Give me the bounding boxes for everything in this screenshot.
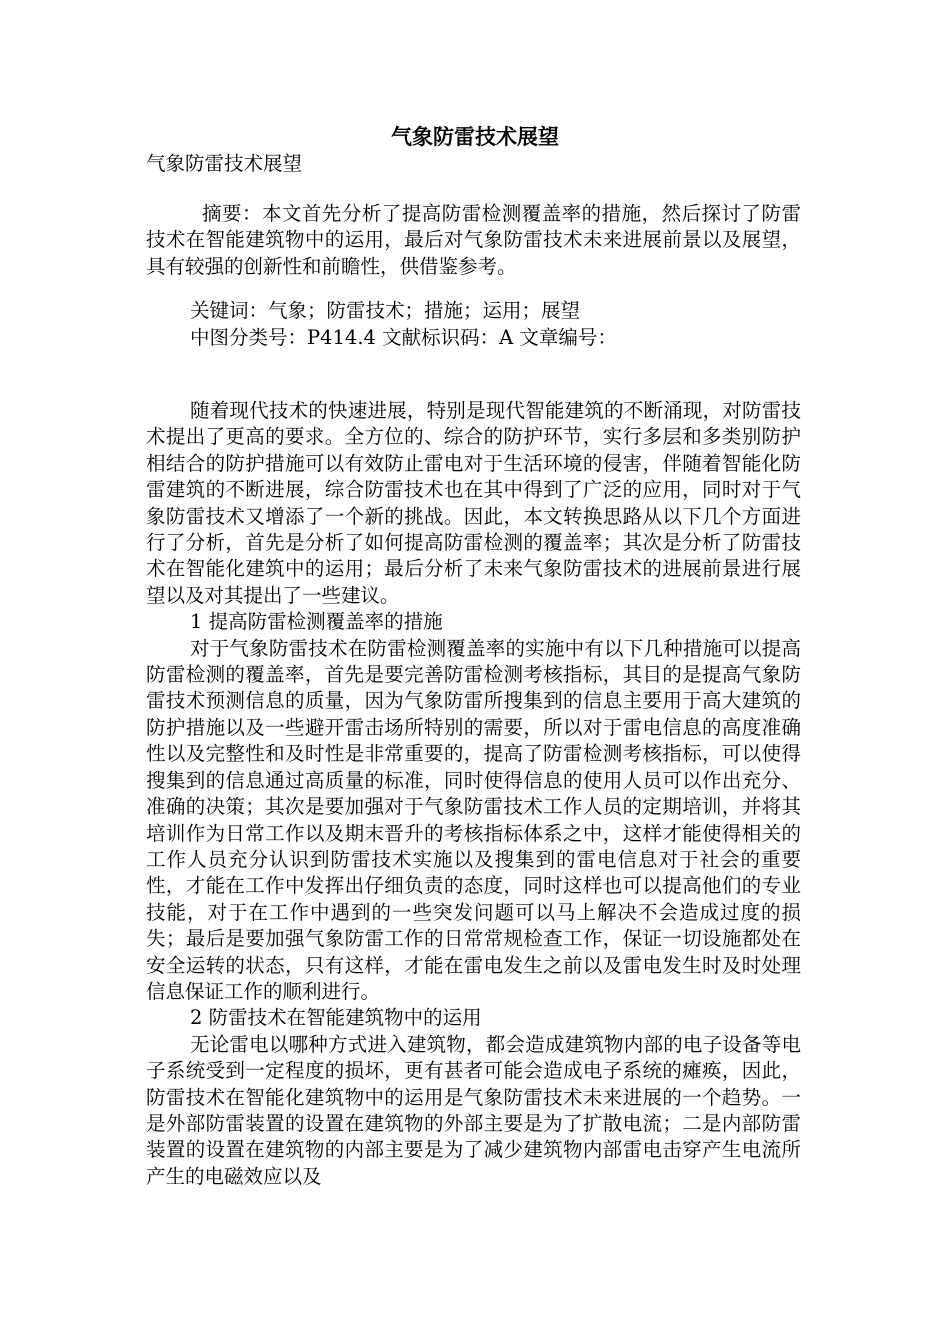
intro-paragraph: 随着现代技术的快速进展，特别是现代智能建筑的不断涌现，对防雷技术提出了更高的要求。全方位的、综合的防护环节，实行多层和多类别防护相结合的防护措施可以有效防止雷电对于生活环境的侵害，伴随着智能化防雷建筑的不断进展，综合防雷技术也在其中得到了广泛的应用，同时对于气象防雷技术又增添了一个新的挑战。因此，本文转换思路从以下几个方面进行了分析，首先是分析了如何提高防雷检测的覆盖率；其次是分析了防雷技术在智能化建筑中的运用；最后分析了未来气象防雷技术的进展前景进行展望以及对其提出了一些建议。 (146, 399, 801, 607)
classification-line: 中图分类号：P414.4 文献标识码：A 文章编号： (190, 326, 617, 349)
keywords-line: 关键词：气象；防雷技术；措施；运用；展望 (190, 299, 581, 322)
abstract-paragraph: 摘要：本文首先分析了提高防雷检测覆盖率的措施，然后探讨了防雷技术在智能建筑物中的运用，最后对气象防雷技术未来进展前景以及展望，具有较强的创新性和前瞻性，供借鉴参考。 (146, 202, 801, 278)
document-title: 气象防雷技术展望 (391, 124, 559, 149)
section-1-paragraph: 对于气象防雷技术在防雷检测覆盖率的实施中有以下几种措施可以提高防雷检测的覆盖率，首先是要完善防雷检测考核指标，其目的是提高气象防雷技术预测信息的质量，因为气象防雷所搜集到的信息主要用于高大建筑的防护措施以及一些避开雷击场所特别的需要，所以对于雷电信息的高度准确性以及完整性和及时性是非常重要的，提高了防雷检测考核指标，可以使得搜集到的信息通过高质量的标准，同时使得信息的使用人员可以作出充分、准确的决策；其次是要加强对于气象防雷技术工作人员的定期培训，并将其培训作为日常工作以及期末晋升的考核指标体系之中，这样才能使得相关的工作人员充分认识到防雷技术实施以及搜集到的雷电信息对于社会的重要性，才能在工作中发挥出仔细负责的态度，同时这样也可以提高他们的专业技能，对于在工作中遇到的一些突发问题可以马上解决不会造成过度的损失；最后是要加强气象防雷工作的日常常规检查工作，保证一切设施都处在安全运转的状态，只有这样，才能在雷电发生之前以及雷电发生时及时处理信息保证工作的顺利进行。 (146, 636, 801, 1003)
document-subtitle: 气象防雷技术展望 (146, 152, 303, 175)
section-2-paragraph: 无论雷电以哪种方式进入建筑物，都会造成建筑物内部的电子设备等电子系统受到一定程度的损坏，更有甚者可能会造成电子系统的瘫痪，因此，防雷技术在智能化建筑物中的运用是气象防雷技术未来进展的一个趋势。一是外部防雷装置的设置在建筑物的外部主要是为了扩散电流；二是内部防雷装置的设置在建筑物的内部主要是为了减少建筑物内部雷电击穿产生电流所产生的电磁效应以及 (146, 1032, 801, 1188)
section-2-heading: 2 防雷技术在智能建筑物中的运用 (190, 1006, 482, 1030)
section-1-heading: 1 提高防雷检测覆盖率的措施 (190, 610, 443, 634)
document-body (146, 398, 801, 1190)
